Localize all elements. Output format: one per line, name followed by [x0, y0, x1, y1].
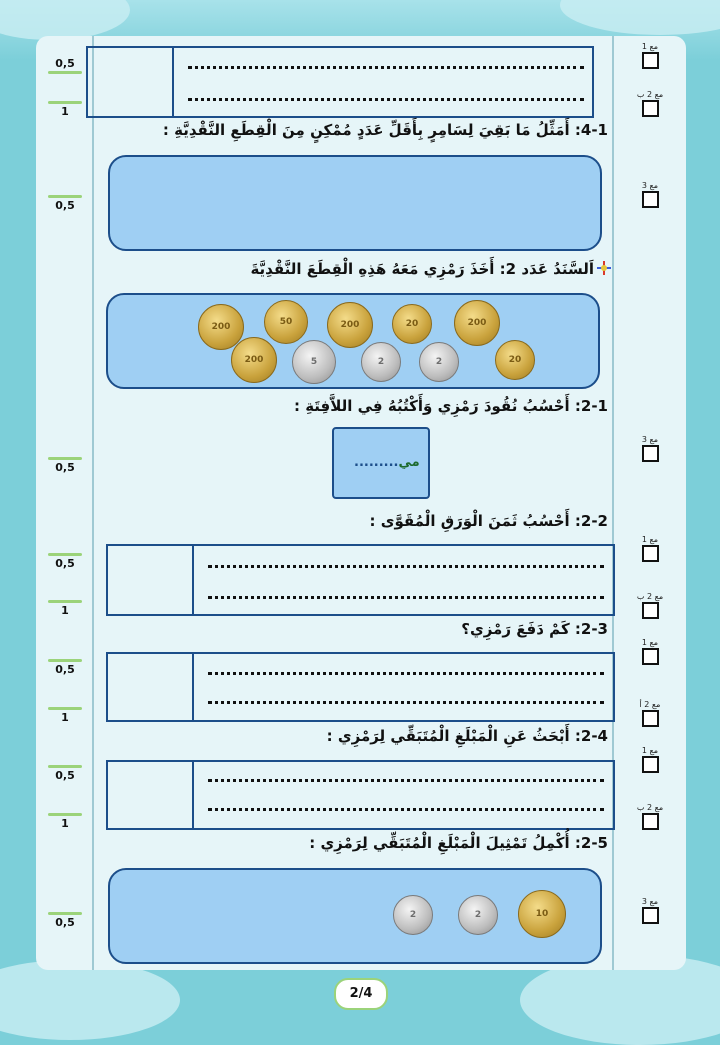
question-2-4: 2-4: أَبْحَثُ عَنِ الْمَبْلَغِ الْمُتَبَقِّي لِرَمْزِي : — [326, 727, 608, 745]
score-mark: 1 — [48, 813, 82, 830]
answer-line[interactable] — [188, 98, 584, 101]
coin: 2 — [393, 895, 433, 935]
page-number: 2/4 — [334, 978, 388, 1010]
score-mark: 1 — [48, 600, 82, 617]
coin: 2 — [361, 342, 401, 382]
question-2-3: 2-3: كَمْ دَفَعَ رَمْزِي؟ — [461, 620, 608, 638]
score-mark: 1 — [48, 101, 82, 118]
question-2-1: 2-1: أَحْسُبُ نُقُودَ رَمْزِي وَأَكْتُبُهُ فِي اللاَّفِتَةِ : — [293, 397, 608, 415]
criterion-checkbox[interactable]: مع 1 — [632, 535, 668, 566]
coin: 2 — [419, 342, 459, 382]
coin: 2 — [458, 895, 498, 935]
coin: 10 — [518, 890, 566, 938]
criterion-checkbox[interactable]: مع 3 — [632, 181, 668, 212]
answer-line[interactable] — [208, 701, 604, 704]
criterion-checkbox[interactable]: مع 2 ب — [632, 90, 668, 121]
answer-frame — [86, 46, 594, 118]
criterion-checkbox[interactable]: مع 3 — [632, 435, 668, 466]
answer-line[interactable] — [208, 596, 604, 599]
score-mark: 0,5 — [48, 912, 82, 929]
answer-line[interactable] — [208, 779, 604, 782]
criterion-checkbox[interactable]: مع 3 — [632, 897, 668, 928]
answer-line[interactable] — [188, 66, 584, 69]
score-mark: 0,5 — [48, 553, 82, 570]
criterion-checkbox[interactable]: مع 2 ب — [632, 592, 668, 623]
criterion-checkbox[interactable]: مع 1 — [632, 638, 668, 669]
answer-frame — [106, 652, 615, 722]
coin: 200 — [231, 337, 277, 383]
score-mark: 0,5 — [48, 765, 82, 782]
coin: 200 — [454, 300, 500, 346]
answer-frame — [106, 760, 615, 830]
cloud — [0, 960, 180, 1040]
criterion-checkbox[interactable]: مع 2 ب — [632, 803, 668, 834]
criterion-checkbox[interactable]: مع 1 — [632, 42, 668, 73]
criterion-checkbox[interactable]: مع 2 أ — [632, 700, 668, 731]
question-2-5: 2-5: أُكْمِلُ تَمْثِيلَ الْمَبْلَغِ الْمُتَبَقِّي لِرَمْزِي : — [309, 834, 608, 852]
sanad-2: اَلسَّنَدُ عَدَد 2: أَخَذَ رَمْزِي مَعَهُ هَذِهِ الْقِطَعَ النَّقْدِيَّةَ — [250, 260, 594, 278]
score-mark: 1 — [48, 707, 82, 724]
sign-answer: .........مي — [354, 455, 420, 470]
coin: 200 — [198, 304, 244, 350]
answer-line[interactable] — [208, 672, 604, 675]
criterion-checkbox[interactable]: مع 1 — [632, 746, 668, 777]
score-mark: 0,5 — [48, 195, 82, 212]
answer-frame — [106, 544, 615, 616]
score-mark: 0,5 — [48, 57, 82, 74]
answer-line[interactable] — [208, 808, 604, 811]
coin: 50 — [264, 300, 308, 344]
score-column-divider — [92, 36, 94, 970]
answer-box-coins[interactable] — [108, 155, 602, 251]
answer-line[interactable] — [208, 565, 604, 568]
coin: 20 — [392, 304, 432, 344]
score-mark: 0,5 — [48, 659, 82, 676]
question-1-4: 4-1: أَمَثِّلُ مَا بَقِيَ لِسَامِرٍ بِأَقَلِّ عَدَدٍ مُمْكِنٍ مِنَ الْقِطَعِ النَّقْدِيَّةِ : — [162, 121, 608, 139]
sign-scroll[interactable] — [332, 427, 430, 499]
score-mark: 0,5 — [48, 457, 82, 474]
coin: 5 — [292, 340, 336, 384]
question-2-2: 2-2: أَحْسُبُ ثَمَنَ الْوَرَقِ الْمُقَوَّى : — [369, 512, 608, 530]
coin: 200 — [327, 302, 373, 348]
coin: 20 — [495, 340, 535, 380]
pin-icon — [597, 261, 611, 275]
